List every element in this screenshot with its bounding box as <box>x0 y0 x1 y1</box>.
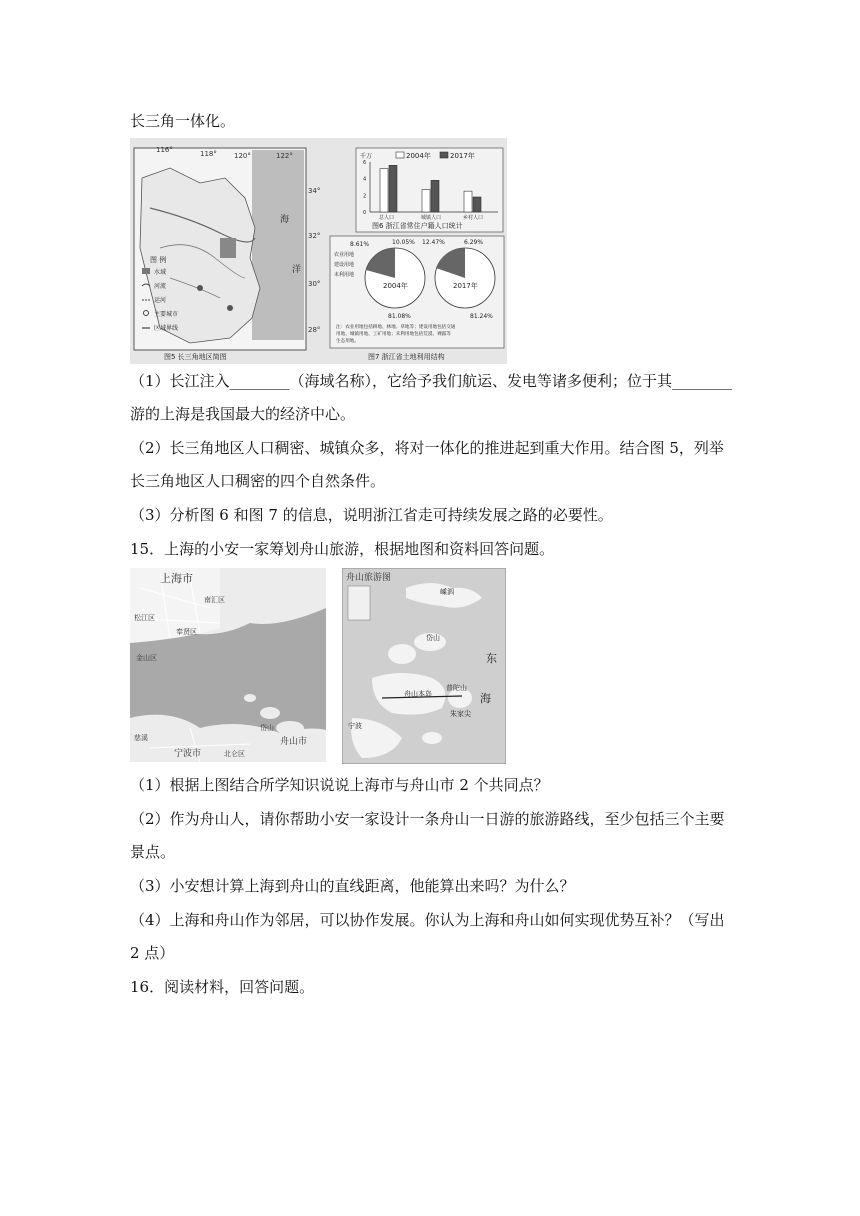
pie-year: 2017年 <box>453 282 478 290</box>
bar <box>389 165 397 212</box>
lon-label: 118° <box>200 150 217 158</box>
q15-2-line1: （2）作为舟山人，请你帮助小安一家设计一条舟山一日游的旅游路线，至少包括三个主要 <box>130 810 725 828</box>
q15-3: （3）小安想计算上海到舟山的直线距离，他能算出来吗？为什么？ <box>130 877 575 895</box>
land-use-pies <box>330 236 504 361</box>
sea-label: 洋 <box>292 265 302 275</box>
legend-item: 主要城市 <box>154 311 179 318</box>
lon-label: 120° <box>234 152 251 160</box>
map2-label: 普陀山 <box>446 684 467 692</box>
map2-label: 朱家尖 <box>450 710 471 718</box>
map1-label: 松江区 <box>134 614 155 622</box>
pie-note: 注：农业用地包括耕地、林地、草地等；建设用地包括交通 <box>336 325 456 330</box>
map2-label: 舟山本岛 <box>404 690 432 698</box>
zhoushan-tourism-map <box>342 568 506 764</box>
legend-title: 图 例 <box>150 256 167 264</box>
map1-label: 岱山 <box>260 724 274 732</box>
q15-4-line2: 2 点） <box>130 944 175 962</box>
bar <box>380 169 388 212</box>
pie-label: 81.08% <box>388 313 411 320</box>
map1-label: 南汇区 <box>204 596 225 604</box>
q15-2-line2: 景点。 <box>130 843 176 861</box>
bar-y-tick: 2 <box>363 193 367 200</box>
pie-label: 10.05% <box>392 239 415 246</box>
pie-label: 12.47% <box>422 239 445 246</box>
pie-caption: 图7 浙江省土地利用结构 <box>368 353 445 361</box>
lat-label: 30° <box>308 280 321 288</box>
lat-label: 28° <box>308 326 321 334</box>
delta-map <box>134 146 320 361</box>
map-caption: 图5 长三角地区简图 <box>164 353 227 361</box>
map1-label: 上海市 <box>160 572 193 585</box>
bar-category-label: 乡村人口 <box>463 215 484 221</box>
bar-ylabel: 千万 <box>360 153 373 160</box>
q14-1-line1: （1）长江注入________（海域名称），它给予我们航运、发电等诸多便利；位于其________ <box>130 372 733 390</box>
map1-label: 宁波市 <box>174 749 202 759</box>
intro-text: 长三角一体化。 <box>130 112 236 130</box>
map2-label: 东 <box>486 652 497 665</box>
population-bar-chart <box>356 148 503 232</box>
map2-label: 海 <box>480 692 491 705</box>
figure-yangtze-delta <box>130 138 507 364</box>
pie-note: 用地、城镇用地、工矿用地；未利用地包括荒漠、裸露等 <box>336 332 451 337</box>
bar-y-tick: 6 <box>363 160 367 166</box>
bar-category-label: 总人口 <box>379 215 395 221</box>
bar-legend-2004: 2004年 <box>406 152 431 160</box>
q14-2-line1: （2）长三角地区人口稠密、城镇众多，将对一体化的推进起到重大作用。结合图 5，列举 <box>130 439 724 457</box>
lat-label: 32° <box>308 232 321 240</box>
legend-item: 河流 <box>154 283 167 290</box>
map1-label: 慈溪 <box>134 734 148 742</box>
pie-legend-item: 建设用地 <box>334 262 355 268</box>
legend-item: 区域界线 <box>154 325 179 332</box>
q14-3: （3）分析图 6 和图 7 的信息，说明浙江省走可持续发展之路的必要性。 <box>130 506 613 524</box>
q14-1-line2: 游的上海是我国最大的经济中心。 <box>130 405 356 423</box>
q16-stem: 16．阅读材料，回答问题。 <box>130 978 315 996</box>
map1-label: 奉贤区 <box>176 628 197 636</box>
legend-item: 水域 <box>154 269 167 276</box>
q15-stem: 15．上海的小安一家筹划舟山旅游，根据地图和资料回答问题。 <box>130 540 555 558</box>
pie-year: 2004年 <box>383 282 408 290</box>
map1-label: 金山区 <box>136 654 157 662</box>
bar-y-tick: 0 <box>363 210 367 216</box>
bar <box>422 190 430 213</box>
shanghai-zhoushan-map <box>130 568 326 762</box>
bar-caption: 图6 浙江省常住户籍人口统计 <box>372 222 463 230</box>
pie-label: 81.24% <box>470 313 493 320</box>
map2-title: 舟山旅游图 <box>346 573 392 583</box>
pie-label: 8.61% <box>350 241 370 248</box>
bar-legend-2017: 2017年 <box>450 152 475 160</box>
bar <box>473 197 481 212</box>
sea-label: 海 <box>280 215 290 225</box>
pie-label: 6.29% <box>464 239 484 246</box>
map2-label: 宁波 <box>348 722 362 730</box>
map2-label: 嵊泗 <box>440 588 454 596</box>
map1-label: 北仑区 <box>224 750 245 758</box>
bar-category-label: 城镇人口 <box>421 215 442 221</box>
map2-label: 岱山 <box>426 634 440 642</box>
q15-1: （1）根据上图结合所学知识说说上海市与舟山市 2 个共同点？ <box>130 776 549 794</box>
q15-4-line1: （4）上海和舟山作为邻居，可以协作发展。你认为上海和舟山如何实现优势互补？（写出 <box>130 911 725 929</box>
bar <box>464 191 472 212</box>
bar-y-tick: 4 <box>363 176 367 183</box>
pie-note: 生态用地。 <box>336 339 359 344</box>
lon-label: 122° <box>276 152 293 160</box>
map1-label: 舟山市 <box>280 737 308 747</box>
pie-legend-item: 农业用地 <box>334 252 355 258</box>
lon-label: 116° <box>156 146 173 154</box>
lat-label: 34° <box>308 187 321 195</box>
bar <box>431 180 439 212</box>
pie-legend-item: 未利用地 <box>334 272 355 278</box>
legend-item: 运河 <box>154 297 167 304</box>
q14-2-line2: 长三角地区人口稠密的四个自然条件。 <box>130 472 386 490</box>
